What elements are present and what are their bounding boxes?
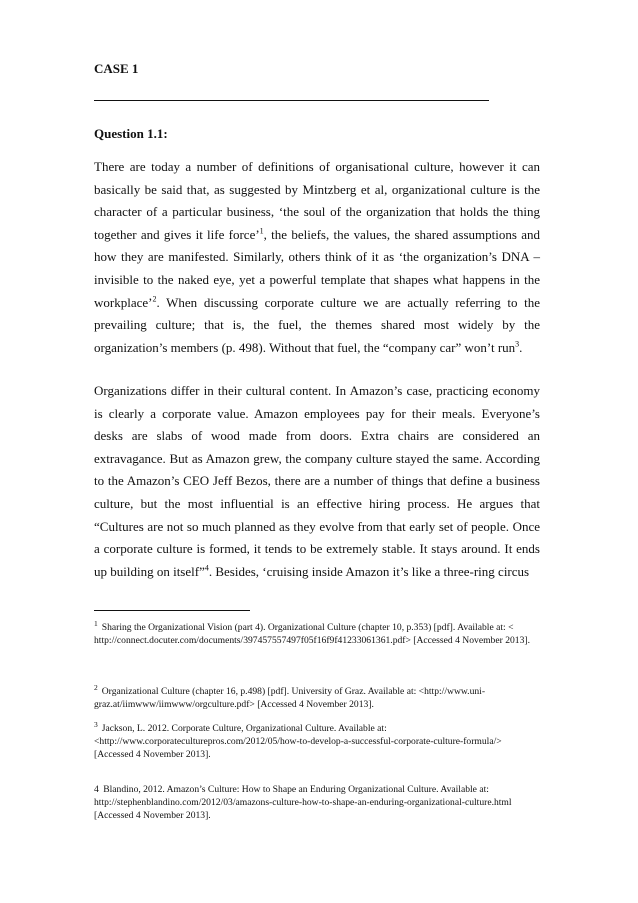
footnote-ref: 1 xyxy=(259,226,264,236)
footnote-number: 2 xyxy=(94,682,98,692)
footnote-2 xyxy=(94,682,540,711)
footnote-text: Jackson, L. 2012. Corporate Culture, Organizational Culture. Available at: <http://www.corporateculturepros.com/2012/05/how-to-develop-a-successful-corporate-culture-formula/> [Accessed 4 November 2013]. xyxy=(94,723,502,760)
footnote-4 xyxy=(94,783,540,822)
footnote-number: 1 xyxy=(94,618,98,628)
footnote-number: 4 xyxy=(94,784,99,795)
footnote-divider xyxy=(94,610,250,611)
paragraph-amazon xyxy=(94,380,540,583)
footnote-ref: 4 xyxy=(204,563,209,573)
footnote-1 xyxy=(94,618,540,647)
footnote-3 xyxy=(94,719,540,761)
footnote-text: Sharing the Organizational Vision (part 4). Organizational Culture (chapter 10, p.353) [pdf]. Available at: < http://connect.docuter.com/documents/397457557497f05f16f9f41233061361.pdf> [Accessed 4 November 2013]. xyxy=(94,622,530,646)
question-heading: Question 1.1: xyxy=(94,126,168,141)
title-divider xyxy=(94,100,489,101)
footnote-text: Blandino, 2012. Amazon’s Culture: How to Shape an Enduring Organizational Culture. Available at: http://stephenblandino.com/2012/03/amazons-culture-how-to-shape-an-enduring-organizational-culture.html [Accessed 4 November 2013]. xyxy=(94,784,512,821)
paragraph-text: , the beliefs, the values, the shared assumptions and how they are manifested. Similarly, others think of it as ‘the organization’s DNA – invisible to the naked eye, yet a powerful template that shapes what happens in the workplace’ xyxy=(94,226,540,310)
paragraph-definitions xyxy=(94,156,540,359)
paragraph-text: . When discussing corporate culture we are actually referring to the prevailing culture; that is, the fuel, the themes shared most widely by the organization’s members (p. 498). Without that fuel, the “company car” won’t run xyxy=(94,294,540,355)
footnote-text: Organizational Culture (chapter 16, p.498) [pdf]. University of Graz. Available at: <http://www.uni-graz.at/iimwww/iimwww/orgculture.pdf> [Accessed 4 November 2013]. xyxy=(94,686,486,710)
footnote-ref: 3 xyxy=(515,339,520,349)
paragraph-text: . xyxy=(519,339,523,355)
footnote-ref: 2 xyxy=(152,294,157,304)
footnote-number: 3 xyxy=(94,719,98,729)
paragraph-text: There are today a number of definitions of organisational culture, however it can basically be said that, as suggested by Mintzberg et al, organizational culture is the character of a particular business, ‘the soul of the organization that holds the thing together and gives it life force’ xyxy=(94,159,540,242)
paragraph-text: Organizations differ in their cultural content. In Amazon’s case, practicing economy is clearly a corporate value. Amazon employees pay for their meals. Everyone’s desks are slabs of wood made from doors. Extra chairs are considered an extravagance. But as Amazon grew, the company culture stayed the same. According to the Amazon’s CEO Jeff Bezos, there are a number of things that define a business culture, but the most influential is an effective hiring process. He argues that “Cultures are not so much planned as they evolve from that early set of people. Once a corporate culture is formed, it tends to be extremely stable. It stays around. It ends up building on itself” xyxy=(94,383,540,579)
case-title: CASE 1 xyxy=(94,61,139,76)
paragraph-text: . Besides, ‘cruising inside Amazon it’s like a three-ring circus xyxy=(208,563,530,579)
